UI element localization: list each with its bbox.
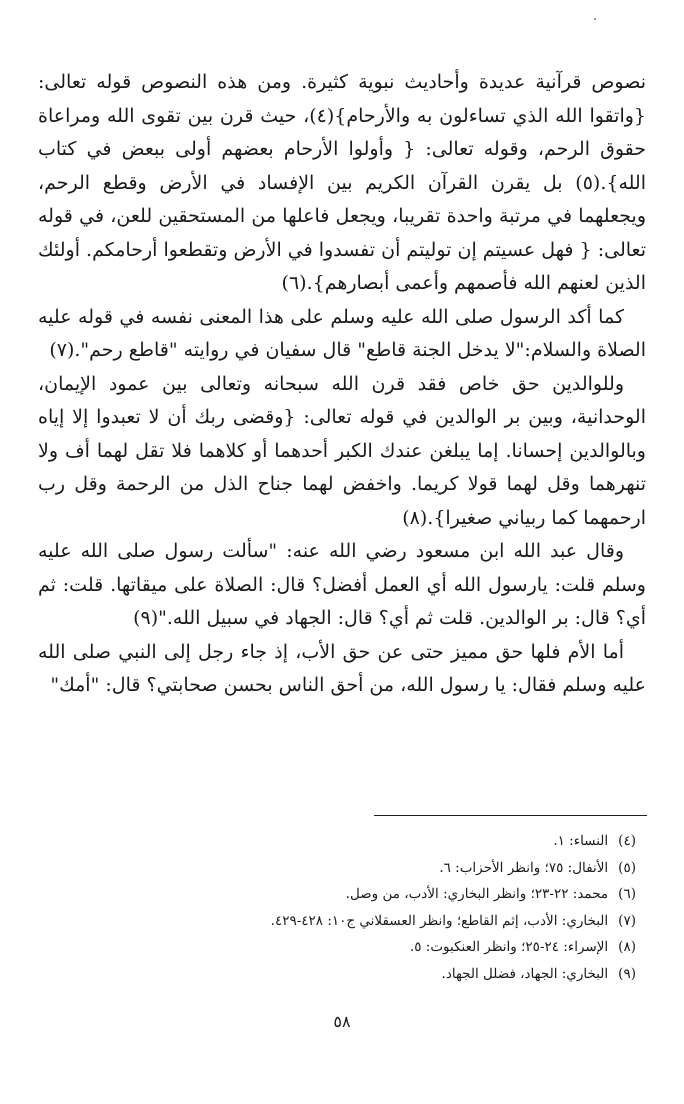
paragraph-3: وللوالدين حق خاص فقد قرن الله سبحانه وتعالى بين عمود الإيمان، الوحدانية، وبين بر الوالدين في قوله تعالى: {وقضى ربك أن لا تعبدوا إلا إياه وبالوالدين إحسانا. إما يبلغن عندك الكبر أحدهما أو كلاهما فلا تقل لهما أف ولا تنهرهما وقل لهما قولا كريما. واخفض لهما جناح الذل من الرحمة وقل رب ارحمهما كما ربياني صغيرا}.(٨): [38, 372, 646, 529]
footnote-number: (٨): [618, 939, 636, 955]
paragraph-2: كما أكد الرسول صلى الله عليه وسلم على هذا المعنى نفسه في قوله عليه الصلاة والسلام:"لا يدخل الجنة قاطع" قال سفيان في روايته "قاطع رحم".(٧): [38, 305, 646, 361]
footnote-text: النساء: ١.: [553, 833, 609, 849]
footnote-text: الإسراء: ٢٤-٢٥؛ وانظر العنكبوت: ٥.: [409, 939, 609, 955]
footnotes: [116, 828, 636, 987]
footnote-8: [116, 934, 636, 961]
page-number: ٥٨: [333, 1012, 351, 1031]
paragraph-5: أما الأم فلها حق مميز حتى عن حق الأب، إذ جاء رجل إلى النبي صلى الله عليه وسلم فقال: يا رسول الله، من أحق الناس بحسن صحابتي؟ قال: "أمك": [38, 640, 646, 696]
main-text: [38, 66, 646, 703]
footnote-number: (٤): [618, 833, 636, 849]
paragraph-1: نصوص قرآنية عديدة وأحاديث نبوية كثيرة. ومن هذه النصوص قوله تعالى: {واتقوا الله الذي تساءلون به والأرحام}(٤)، حيث قرن بين تقوى الله ومراعاة حقوق الرحم، وقوله تعالى: { وأولوا الأرحام بعضهم أولى ببعض في كتاب الله}.(٥) بل يقرن القرآن الكريم بين الإفساد في الأرض وقطع الرحم، ويجعلهما في مرتبة واحدة تقريبا، ويجعل فاعلها من المستحقين للعن، في قوله تعالى: { فهل عسيتم إن توليتم أن تفسدوا في الأرض وتقطعوا أرحامكم. أولئك الذين لعنهم الله فأصمهم وأعمى أبصارهم}.(٦): [38, 71, 646, 294]
paragraph-4: وقال عبد الله ابن مسعود رضي الله عنه: "سألت رسول صلى الله عليه وسلم قلت: يارسول الله أي العمل أفضل؟ قال: الصلاة على ميقاتها. قلت: ثم أي؟ قال: بر الوالدين. قلت ثم أي؟ قال: الجهاد في سبيل الله."(٩): [38, 540, 646, 629]
footnote-text: محمد: ٢٢-٢٣؛ وانظر البخاري: الأدب، من وصل.: [345, 886, 609, 902]
footnote-number: (٧): [618, 912, 636, 929]
footnote-text: البخاري: الأدب، إثم القاطع؛ وانظر العسقلاني ج١٠: ٤٢٨-٤٢٩.: [270, 912, 609, 929]
footnote-number: (٩): [618, 965, 636, 982]
footnote-4: [116, 828, 636, 855]
footnote-text: البخاري: الجهاد، فضلل الجهاد.: [441, 965, 609, 982]
footnote-7: [116, 908, 636, 935]
footnote-number: (٥): [618, 859, 636, 876]
scan-speck: [594, 18, 596, 20]
footnote-9: [116, 961, 636, 988]
footnote-number: (٦): [618, 886, 636, 902]
footnote-separator: [374, 815, 647, 816]
footnote-text: الأنفال: ٧٥؛ وانظر الأحزاب: ٦.: [439, 859, 609, 876]
footnote-5: [116, 855, 636, 882]
footnote-6: [116, 881, 636, 908]
